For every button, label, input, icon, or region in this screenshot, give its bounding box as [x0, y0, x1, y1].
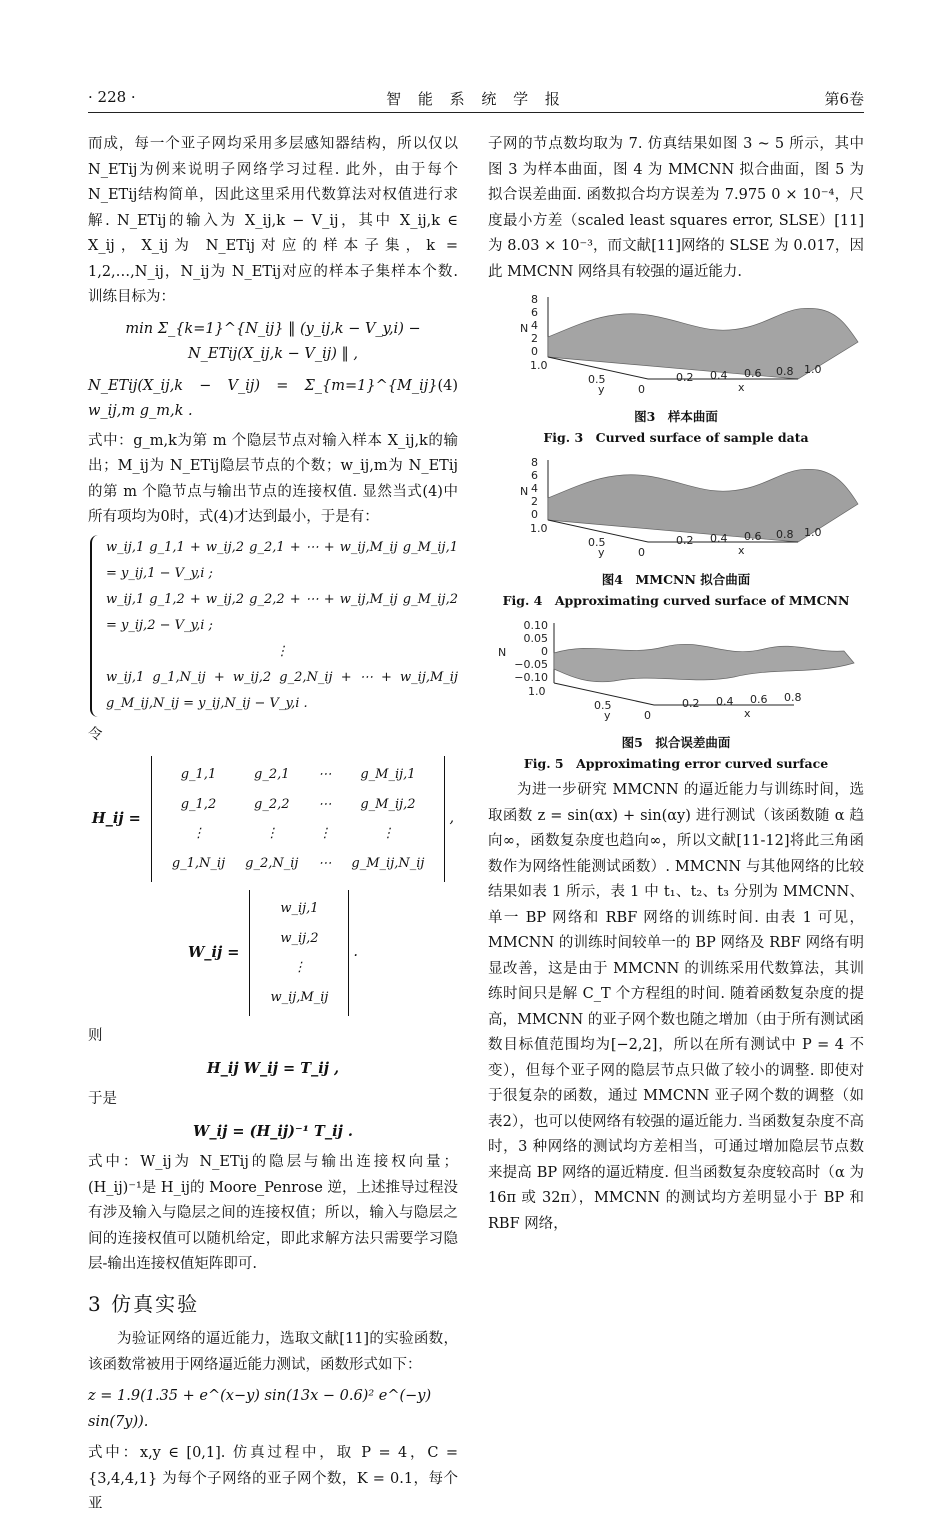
z-tick: 2	[531, 332, 538, 345]
matrix-cell: g_1,2	[180, 796, 217, 812]
x-axis-label: x	[738, 381, 745, 394]
label-yushi: 于是	[88, 1091, 117, 1107]
figure-3-caption-en: Fig. 3 Curved surface of sample data	[543, 430, 809, 445]
y-axis-label: y	[604, 709, 611, 722]
paragraph: 而成，每一个亚子网均采用多层感知器结构，所以仅以 N_ETij为例来说明子网络学习过程. 此外，由于每个 N_ETij结构简单，因此这里采用代数算法对权值进行求解. N_ETij的输入为 X_ij,k − V_ij，其中 X_ij,k ∈ X_ij，X_ij为 N_ETij对应的样本子集，k = 1,2,…,N_ij，N_ij为 N_ETij对应的样本子集样本个数. 训练目标为：	[88, 136, 458, 305]
x-tick: 0.2	[676, 371, 694, 384]
figure-3-plot	[488, 291, 864, 406]
page-number: · 228 ·	[88, 88, 136, 106]
equation-system	[90, 535, 458, 717]
y-tick: 0.5	[588, 536, 606, 549]
equation-z: z = 1.9(1.35 + e^(x−y) sin(13x − 0.6)² e^(−y) sin(7y)).	[88, 1388, 432, 1430]
x-tick: 0.2	[676, 534, 694, 547]
matrix-cell: ⋯	[318, 796, 332, 812]
z-tick: 6	[531, 306, 538, 319]
x-tick: 0.4	[716, 695, 734, 708]
x-tick: 0.8	[776, 365, 794, 378]
x-tick: 0.6	[750, 693, 768, 706]
z-tick: 0	[541, 645, 548, 658]
z-tick: 6	[531, 469, 538, 482]
figure-4-caption-cn: 图4 MMCNN 拟合曲面	[601, 572, 751, 587]
equation-body: N_ETij(X_ij,k − V_ij) = Σ_{m=1}^{M_ij} w_ij,m g_m,k .	[88, 377, 438, 419]
figure-5-caption-cn: 图5 拟合误差曲面	[621, 735, 731, 750]
z-tick: 0.05	[523, 632, 548, 645]
z-tick: 8	[531, 293, 538, 306]
matrix-cell: g_M_ij,N_ij	[351, 855, 425, 871]
matrix-cell: ⋯	[318, 767, 332, 782]
y-tick: 0.5	[594, 699, 612, 712]
matrix-H-lhs: H_ij =	[91, 810, 141, 828]
y-axis-label: y	[598, 383, 605, 396]
page-header	[88, 88, 864, 113]
y-tick: 1.0	[530, 522, 548, 535]
equation-number: (4)	[437, 377, 458, 394]
y-tick: 0	[638, 383, 645, 396]
system-row: w_ij,1 g_1,2 + w_ij,2 g_2,2 + ⋯ + w_ij,M_ij g_M_ij,2 = y_ij,2 − V_y,i ;	[106, 591, 458, 633]
matrix-cell: ⋯	[318, 855, 332, 871]
volume-label: 第6卷	[824, 90, 864, 108]
x-tick: 0.4	[710, 532, 728, 545]
figure-4	[488, 454, 864, 611]
x-tick: 0.8	[784, 691, 802, 704]
matrix-cell: g_1,N_ij	[171, 855, 226, 871]
z-tick: 0	[531, 345, 538, 358]
y-tick: 1.0	[530, 359, 548, 372]
equation-W: W_ij = (H_ij)⁻¹ T_ij .	[193, 1122, 353, 1140]
y-tick: 0.5	[588, 373, 606, 386]
matrix-cell: w_ij,2	[280, 930, 319, 946]
matrix-W: W_ij = w_ij,1 w_ij,2 ⋮ w_ij,M_ij .	[88, 890, 458, 1016]
x-tick: 1.0	[804, 363, 822, 376]
system-row: w_ij,1 g_1,1 + w_ij,2 g_2,1 + ⋯ + w_ij,M_ij g_M_ij,1 = y_ij,1 − V_y,i ;	[106, 539, 458, 581]
label-ze: 则	[88, 1028, 103, 1044]
z-tick: 4	[531, 319, 538, 332]
x-tick: 0.4	[710, 369, 728, 382]
y-tick: 1.0	[528, 685, 546, 698]
right-column	[488, 132, 864, 1237]
z-tick: −0.05	[514, 658, 548, 671]
label-ling: 令	[88, 726, 103, 743]
matrix-cell: w_ij,1	[280, 901, 319, 916]
figure-3	[488, 291, 864, 448]
matrix-cell: ⋮	[292, 960, 306, 975]
matrix-W-bracket	[249, 890, 349, 1016]
matrix-H: H_ij = g_1,1 g_2,1 ⋯ g_M_ij,1 g_1,2 g_2,2 ⋯ g_M_ij,2 ⋮ ⋮ ⋮ ⋮ g_1,N_ij g_2,N_ij ⋯ g_M_ij,N_ij ,	[88, 756, 458, 882]
x-axis-label: x	[744, 707, 751, 720]
z-tick: 2	[531, 495, 538, 508]
equation-min: min Σ_{k=1}^{N_ij} ‖ (y_ij,k − V_y,i) − N_ETij(X_ij,k − V_ij) ‖ ,	[125, 320, 421, 362]
paragraph: 式中：g_m,k为第 m 个隐层节点对输入样本 X_ij,k的输出；M_ij为 N_ETij隐层节点的个数；w_ij,m为 N_ETij的第 m 个隐节点与输出节点的连接权值. 显然当式(4)中所有项均为0时，式(4)才达到最小，于是有：	[88, 432, 458, 525]
surface	[554, 644, 854, 681]
figure-3-caption-cn: 图3 样本曲面	[634, 409, 718, 424]
left-column	[88, 132, 458, 1518]
figure-5-plot	[488, 617, 864, 732]
matrix-H-bracket	[151, 756, 446, 882]
paragraph: 为验证网络的逼近能力，选取文献[11]的实验函数，该函数常被用于网络逼近能力测试，函数形式如下：	[88, 1331, 458, 1373]
matrix-cell: ⋮	[318, 826, 332, 841]
y-tick: 0	[644, 709, 651, 722]
figure-5	[488, 617, 864, 774]
y-tick: 0	[638, 546, 645, 559]
figure-4-caption-en: Fig. 4 Approximating curved surface of MMCNN	[502, 593, 850, 608]
system-ellipsis: ⋮	[275, 643, 289, 659]
journal-title: 智 能 系 统 学 报	[386, 90, 566, 108]
matrix-cell: w_ij,M_ij	[270, 989, 329, 1005]
z-axis-label: N	[498, 646, 507, 659]
matrix-cell: g_2,1	[254, 767, 290, 782]
matrix-cell: g_2,2	[254, 796, 290, 812]
figure-5-caption-en: Fig. 5 Approximating error curved surface	[523, 756, 829, 771]
matrix-cell: g_M_ij,1	[360, 767, 416, 782]
z-axis-label: N	[520, 485, 529, 498]
paragraph: 式中：x,y ∈ [0,1]. 仿真过程中，取 P = 4，C = {3,4,4,1} 为每个子网络的亚子网个数，K = 0.1，每个亚	[88, 1445, 458, 1512]
paragraph: 子网的节点数均取为 7. 仿真结果如图 3 ~ 5 所示，其中图 3 为样本曲面，图 4 为 MMCNN 拟合曲面，图 5 为拟合误差曲面. 函数拟合均方误差为 7.975 0 × 10⁻⁴，尺度最小方差（scaled least squares error, SLSE）[11] 为 8.03 × 10⁻³，而文献[11]网络的 SLSE 为 0.017，因此 MMCNN 网络具有较强的逼近能力.	[488, 136, 864, 280]
figure-4-plot	[488, 454, 864, 569]
z-tick: 0.10	[523, 619, 548, 632]
z-tick: 8	[531, 456, 538, 469]
matrix-cell: ⋮	[381, 826, 395, 841]
matrix-cell: g_1,1	[180, 767, 217, 782]
x-tick: 0.2	[682, 697, 700, 710]
matrix-cell: g_M_ij,2	[360, 796, 416, 812]
system-row: w_ij,1 g_1,N_ij + w_ij,2 g_2,N_ij + ⋯ + w_ij,M_ij g_M_ij,N_ij = y_ij,N_ij − V_y,i .	[106, 669, 458, 711]
x-tick: 0.6	[744, 367, 762, 380]
x-tick: 0.6	[744, 530, 762, 543]
matrix-cell: g_2,N_ij	[245, 855, 299, 871]
section-heading: 3 仿真实验	[88, 1291, 200, 1316]
matrix-cell: ⋮	[265, 826, 279, 841]
y-axis-label: y	[598, 546, 605, 559]
z-tick: 4	[531, 482, 538, 495]
paragraph: 为进一步研究 MMCNN 的逼近能力与训练时间，选取函数 z = sin(αx) + sin(αy) 进行测试（该函数随 α 趋向∞，函数复杂度也趋向∞，所以文献[11-12]将此三角函数作为网络性能测试函数）. MMCNN 与其他网络的比较结果如表 1 所示，表 1 中 t₁、t₂、t₃ 分别为 MMCNN、单一 BP 网络和 RBF 网络的训练时间. 由表 1 可见，MMCNN 的训练时间较单一的 BP 网络及 RBF 网络有明显改善，这是由于 MMCNN 的训练采用代数算法，其训练时间只是解 C_T 个方程组的时间. 随着函数复杂度的提高，MMCNN 的亚子网个数也随之增加（由于所有测试函数目标值范围均为[−2,2]，所以在所有测试中 P = 4 不变），但每个亚子网的隐层节点只做了较小的调整. 即使对于很复杂的函数，通过 MMCNN 亚子网个数的调整（如表2），也可以使网络有较强的逼近能力. 当函数复杂度不高时，3 种网络的测试均方差相当，可通过增加隐层节点数来提高 BP 网络的逼近精度. 但当函数复杂度较高时（α 为 16π 或 32π），MMCNN 的测试均方差明显小于 BP 和 RBF 网络，	[488, 782, 864, 1232]
paragraph: 式中：W_ij为 N_ETij的隐层与输出连接权向量；(H_ij)⁻¹是 H_ij的 Moore_Penrose 逆，上述推导过程没有涉及输入与隐层之间的连接权值；所以，输入与隐层之间的连接权值可以随机给定，即此求解方法只需要学习隐层-输出连接权值矩阵即可.	[88, 1154, 458, 1272]
x-axis-label: x	[738, 544, 745, 557]
z-axis-label: N	[520, 322, 529, 335]
z-tick: −0.10	[514, 671, 548, 684]
equation-HW: H_ij W_ij = T_ij ,	[206, 1059, 340, 1077]
equation-4	[88, 374, 458, 425]
z-tick: 0	[531, 508, 538, 521]
matrix-W-lhs: W_ij =	[187, 944, 240, 962]
matrix-cell: ⋮	[191, 826, 205, 841]
x-tick: 1.0	[804, 526, 822, 539]
x-tick: 0.8	[776, 528, 794, 541]
